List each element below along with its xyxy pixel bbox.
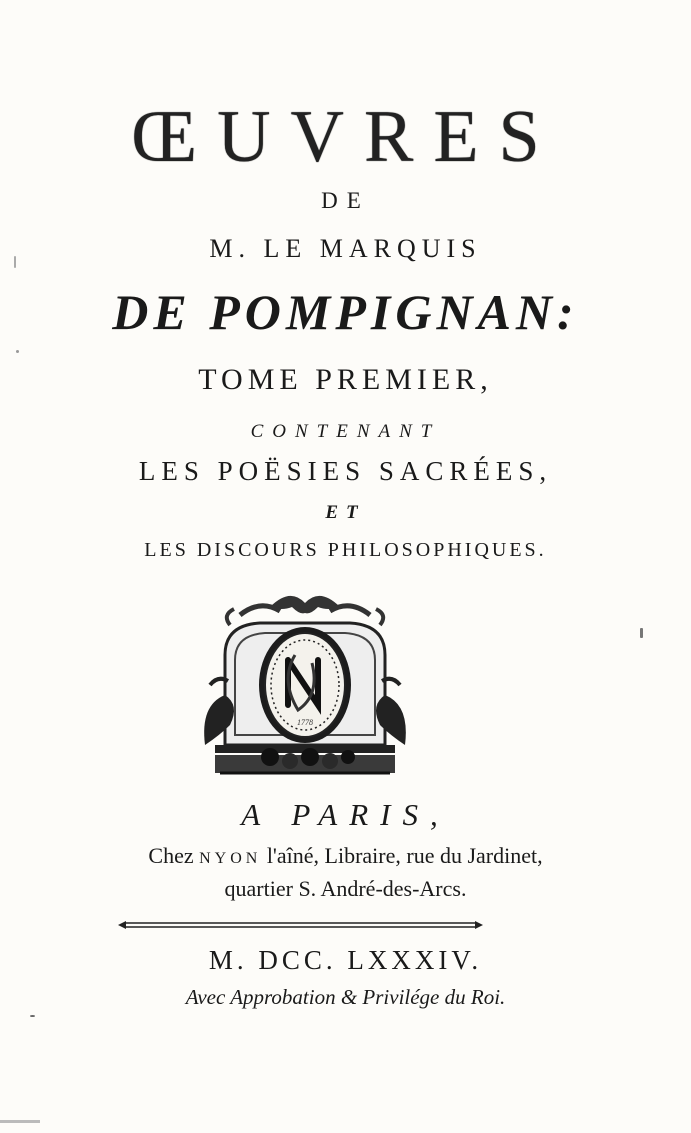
publisher-address: l'aîné, Libraire, rue du Jardinet, (266, 843, 543, 868)
publisher-name: NYON (199, 850, 262, 867)
contents-label: CONTENANT (250, 421, 441, 442)
contents-conjunction: ET (325, 502, 366, 523)
author-name: DE POMPIGNAN: (112, 284, 579, 340)
imprint-date: M. DCC. LXXXIV. (208, 945, 483, 975)
privilege-statement: Avec Approbation & Privilége du Roi. (185, 985, 506, 1009)
imprint-publisher (0, 843, 691, 869)
imprint-quarter: quartier S. André-des-Arcs. (224, 876, 467, 901)
ornamental-rule (118, 918, 483, 932)
paper-speck (640, 628, 643, 638)
publisher-prefix: Chez (148, 843, 194, 868)
paper-speck (16, 350, 19, 353)
imprint-place: A PARIS, (241, 797, 450, 832)
paper-speck (30, 1015, 35, 1017)
contents-item-poesies: LES POËSIES SACRÉES, (138, 456, 553, 486)
paper-speck (14, 256, 16, 268)
contents-item-discours: LES DISCOURS PHILOSOPHIQUES. (144, 539, 547, 561)
vignette-date: 1778 (297, 718, 313, 727)
author-title: M. LE MARQUIS (209, 234, 482, 263)
printer-ornament-vignette (200, 585, 410, 780)
author-preposition: DE (321, 188, 370, 213)
volume-title: TOME PREMIER, (198, 363, 493, 396)
paper-edge (0, 1120, 40, 1123)
page-title: ŒUVRES (131, 96, 560, 178)
